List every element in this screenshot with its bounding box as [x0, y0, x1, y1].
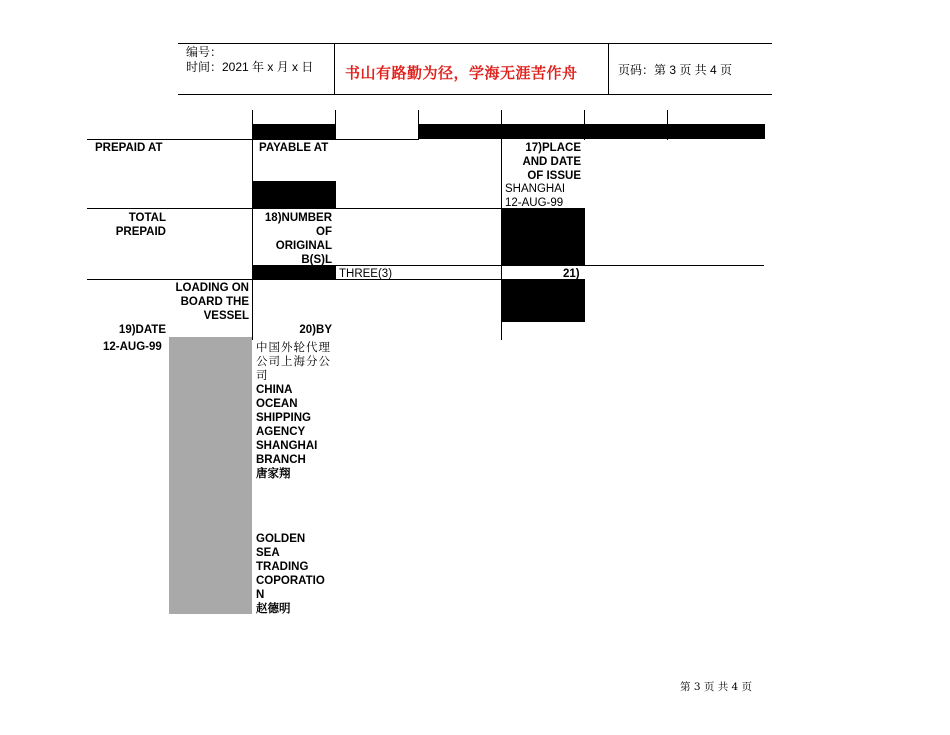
black-block-payable: [252, 181, 336, 209]
black-bar-top-a: [252, 124, 336, 139]
form-vline-1: [252, 110, 253, 340]
by-label: 20)BY: [299, 324, 332, 336]
agent-signer: 唐家翔: [256, 468, 291, 480]
row3-rule-right: [584, 265, 764, 266]
shipper-name-block: [256, 532, 336, 616]
agent-name-en-line: CHINA: [256, 384, 293, 396]
header-divider-left: [334, 43, 335, 95]
agent-name-block: [256, 341, 336, 481]
date-of-issue-value: 12-AUG-99: [505, 197, 564, 209]
time-label: 时间：2021 年 x 月 x 日: [186, 60, 314, 74]
number-originals-label: 18)NUMBER OF ORIGINAL B(S)L: [264, 212, 332, 266]
shipper-signer: 赵德明: [256, 603, 291, 615]
agent-name-en-line: AGENCY: [256, 426, 306, 438]
shipper-name-line: GOLDEN: [256, 533, 306, 545]
number-originals-value: THREE(3): [339, 268, 393, 280]
black-block-place: [501, 208, 585, 265]
payable-at-label: PAYABLE AT: [259, 142, 329, 154]
prepaid-at-label: PREPAID AT: [95, 142, 163, 154]
agent-name-cn-line: 中国外轮代理: [256, 342, 331, 354]
serial-number-label: 编号：: [186, 45, 223, 59]
row3-rule: [336, 265, 585, 266]
date-label: 19)DATE: [118, 324, 166, 336]
black-bar-top-b: [418, 124, 765, 139]
motto-text: 书山有路勤为径，学海无涯苦作舟: [345, 65, 578, 82]
page-info: 页码：第 3 页 共 4 页: [618, 63, 733, 77]
header-bottom-rule: [178, 94, 772, 95]
header-divider-right: [608, 43, 609, 95]
agent-name-cn-line: 公司上海分公: [256, 356, 331, 368]
header-top-rule: [178, 43, 772, 44]
footer-page-number: 第 3 页 共 4 页: [680, 681, 753, 693]
total-prepaid-label: TOTAL PREPAID: [115, 212, 166, 238]
shipper-name-line: TRADING: [256, 561, 309, 573]
place-date-issue-label: 17)PLACE AND DATE OF ISSUE: [522, 142, 581, 182]
place-of-issue-value: SHANGHAI: [505, 183, 566, 195]
agent-name-en-line: SHANGHAI: [256, 440, 318, 452]
loading-on-board-label: LOADING ON BOARD THE VESSEL: [175, 282, 249, 322]
shipper-name-line: N: [256, 589, 265, 601]
agent-name-en-line: SHIPPING: [256, 412, 311, 424]
field-21-label: 21): [563, 268, 580, 280]
agent-name-cn-line: 司: [256, 370, 268, 382]
black-block-21: [501, 280, 585, 322]
agent-name-en-line: BRANCH: [256, 454, 306, 466]
shipper-name-line: SEA: [256, 547, 280, 559]
date-value: 12-AUG-99: [103, 341, 162, 353]
agent-name-en-line: OCEAN: [256, 398, 298, 410]
row1-rule-left: [87, 139, 418, 140]
black-bar-originals: [252, 265, 336, 279]
shipper-name-line: COPORATIO: [256, 575, 325, 587]
gray-signature-area: [169, 337, 252, 614]
